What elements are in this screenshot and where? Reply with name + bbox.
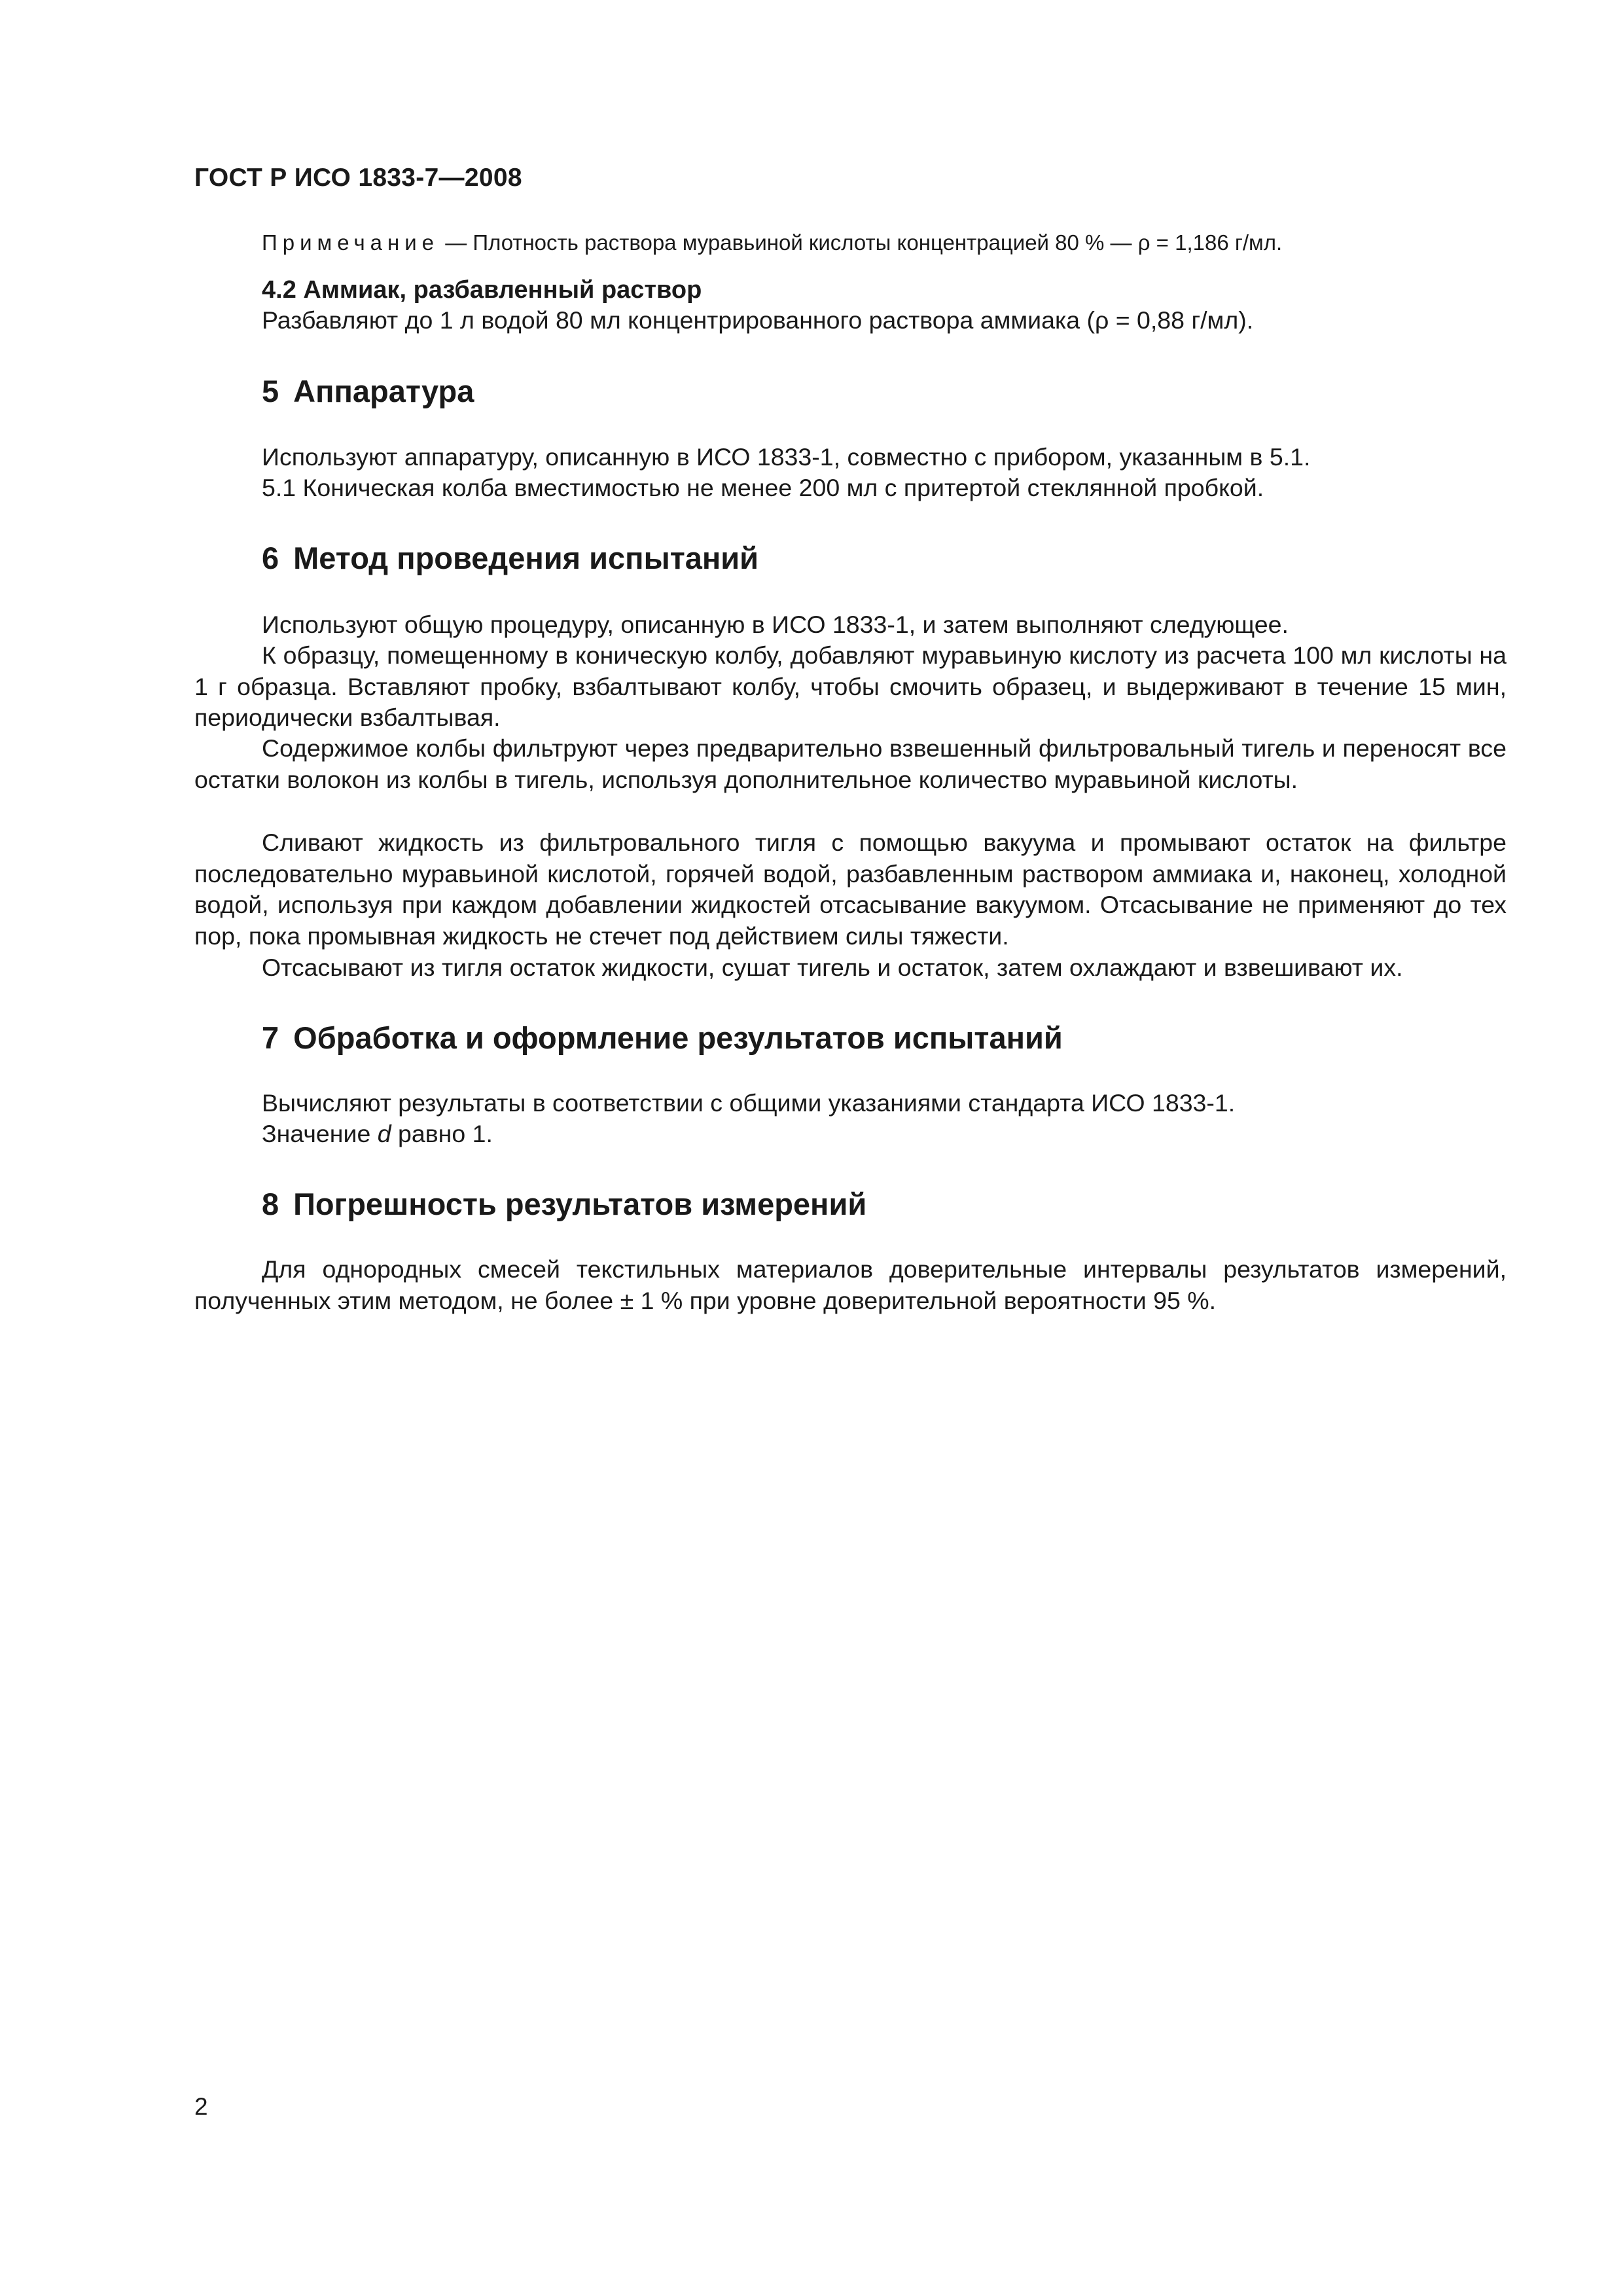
- section-7-line-2: [262, 1119, 493, 1150]
- section-8-title: Погрешность результатов измерений: [293, 1187, 867, 1221]
- section-8-paragraph: Для однородных смесей текстильных материалов доверительные интервалы результатов измерений, полученных этим методом, не более ± 1 % при уровне доверительной вероятности 95 %.: [194, 1255, 1507, 1314]
- section-7-number: 7: [262, 1020, 279, 1055]
- section-7-title: Обработка и оформление результатов испытаний: [293, 1020, 1063, 1055]
- document-code: ГОСТ Р ИСО 1833-7—2008: [194, 164, 522, 192]
- section-4-2-title: 4.2 Аммиак, разбавленный раствор: [262, 276, 702, 304]
- section-4-2-text: Разбавляют до 1 л водой 80 мл концентрированного раствора аммиака (ρ = 0,88 г/мл).: [262, 306, 1254, 334]
- page-number: 2: [194, 2093, 208, 2120]
- section-6-paragraph-1: Используют общую процедуру, описанную в ИСО 1833-1, и затем выполняют следующее.: [262, 611, 1289, 638]
- variable-d: d: [377, 1120, 391, 1147]
- note-text: — Плотность раствора муравьиной кислоты концентрацией 80 % — ρ = 1,186 г/мл.: [445, 230, 1283, 255]
- section-5-title: Аппаратура: [293, 374, 474, 408]
- note: [262, 230, 1282, 255]
- section-5-heading: [262, 373, 474, 409]
- section-6-paragraph-5: Отсасывают из тигля остаток жидкости, сушат тигель и остаток, затем охлаждают и взвешивают их.: [262, 954, 1403, 981]
- section-5-line-1: Используют аппаратуру, описанную в ИСО 1833-1, совместно с прибором, указанным в 5.1.: [262, 443, 1311, 471]
- section-5-number: 5: [262, 374, 279, 408]
- section-6-title: Метод проведения испытаний: [293, 541, 759, 575]
- section-8-number: 8: [262, 1187, 279, 1221]
- section-7-line-2-prefix: Значение: [262, 1120, 378, 1147]
- section-6-paragraph-3: Содержимое колбы фильтруют через предварительно взвешенный фильтровальный тигель и переносят все остатки волокон из колбы в тигель, используя дополнительное количество муравьиной кислоты.: [194, 734, 1507, 793]
- section-6-paragraph-2: К образцу, помещенному в коническую колбу, добавляют муравьиную кислоту из расчета 100 мл кислоты на 1 г образца. Вставляют пробку, взбалтывают колбу, чтобы смочить образец, и выдерживают в течение 15 мин, периодически взбалтывая.: [194, 641, 1507, 731]
- section-8-heading: [262, 1186, 866, 1222]
- section-7-line-1: Вычисляют результаты в соответствии с общими указаниями стандарта ИСО 1833-1.: [262, 1089, 1236, 1117]
- section-5-line-2: 5.1 Коническая колба вместимостью не менее 200 мл с притертой стеклянной пробкой.: [262, 474, 1264, 501]
- note-label: Примечание: [262, 230, 440, 255]
- section-6-paragraph-4: Сливают жидкость из фильтровального тигля с помощью вакуума и промывают остаток на фильтре последовательно муравьиной кислотой, горячей водой, разбавленным раствором аммиака и, наконец, холодной водой, используя при каждом добавлении жидкостей отсасывание вакуумом. Отсасывание не применяют до тех пор, пока промывная жидкость не стечет под действием силы тяжести.: [194, 829, 1507, 950]
- section-7-line-2-suffix: равно 1.: [391, 1120, 493, 1147]
- section-6-heading: [262, 540, 758, 576]
- section-6-number: 6: [262, 541, 279, 575]
- section-7-heading: [262, 1020, 1063, 1056]
